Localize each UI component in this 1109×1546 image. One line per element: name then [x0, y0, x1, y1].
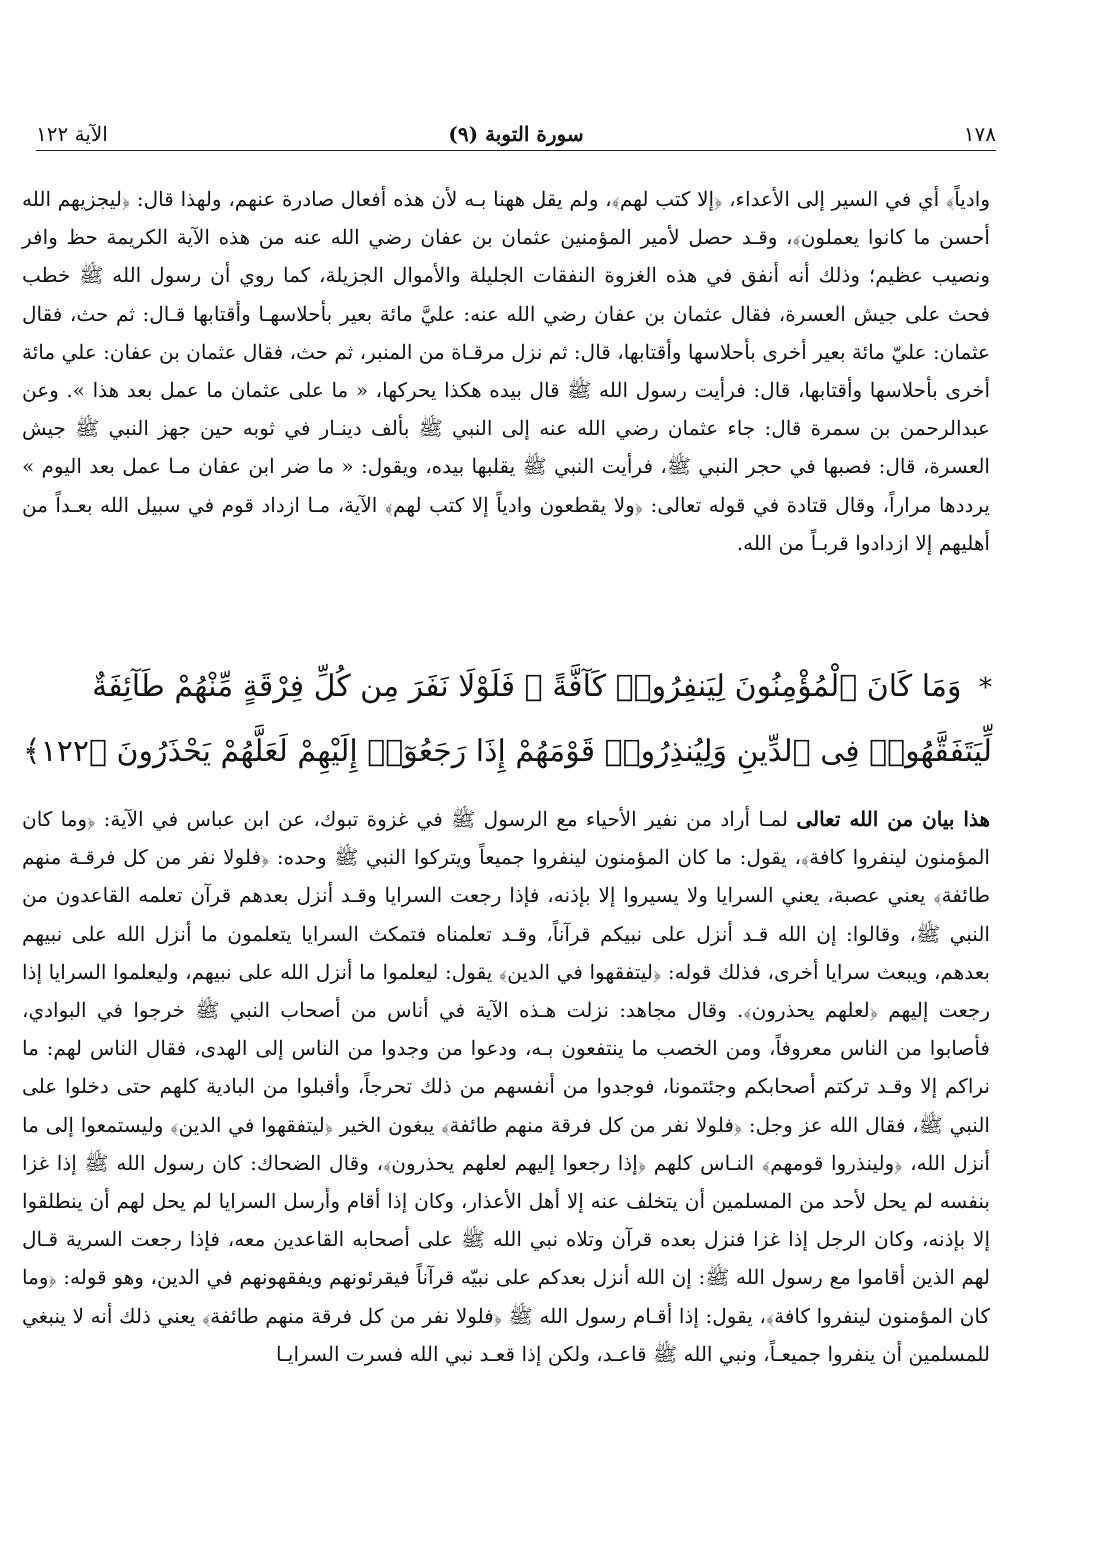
commentary-paragraph-2 — [22, 800, 990, 1373]
quran-verse-text: وَمَا كَانَ ٱلْمُؤْمِنُونَ لِيَنفِرُوا۟ كَآفَّةً ۚ فَلَوْلَا نَفَرَ مِن كُلِّ فِرْقَةٍ مِّنْهُمْ طَآئِفَةٌ لِّيَتَفَقَّهُوا۟ فِى ٱلدِّينِ وَلِيُنذِرُوا۟ قَوْمَهُمْ إِذَا رَجَعُوٓا۟ إِلَيْهِمْ لَعَلَّهُمْ يَحْذَرُونَ ﴿١٢٢﴾ — [23, 669, 992, 769]
page-number: ١٧٨ — [963, 122, 996, 146]
commentary-paragraph-1: وادياً﴾ أي في السير إلى الأعداء، ﴿إلا كتب لهم﴾، ولم يقل ههنا بـه لأن هذه أفعال صادرة عنهم، ولهذا قال: ﴿ليجزيهم الله أحسن ما كانوا يعملون﴾، وقـد حصل لأمير المؤمنين عثمان بن عفان رضي الله عنه من هذه الآية الكريمة حظ وافر ونصيب عظيم؛ وذلك أنه أنفق في هذه الغزوة النفقات الجليلة والأموال الجزيلة، كما روي أن رسول الله ﷺ خطب فحث على جيش العسرة، فقال عثمان بن عفان رضي الله عنه: عليَّ مائة بعير بأحلاسهـا وأقتابها قـال: ثم حث، فقال عثمان: عليّ مائة بعير أخرى بأحلاسها وأقتابها، قال: ثم نزل مرقـاة من المنبر، ثم حث، فقال عثمان بن عفان: علي مائة أخرى بأحلاسها وأقتابها، قال: فرأيت رسول الله ﷺ قال بيده هكذا يحركها، « ما على عثمان ما عمل بعد هذا ». وعن عبدالرحمن بن سمرة قال: جاء عثمان رضي الله عنه إلى النبي ﷺ بألف دينـار في ثوبه حين جهز النبي ﷺ جيش العسرة، قال: فصبها في حجر النبي ﷺ، فرأيت النبي ﷺ يقلبها بيده، ويقول: « ما ضر ابن عفان مـا عمل بعد اليوم » يرددها مراراً، وقال قتادة في قوله تعالى: ﴿ولا يقطعون وادياً إلا كتب لهم﴾ الآية، مـا ازداد قوم في سبيل الله بعـداً من أهليهم إلا ازدادوا قربـاً من الله. — [22, 187, 990, 555]
verse-marker: * — [979, 673, 992, 703]
quran-verse — [0, 655, 992, 784]
header-divider — [36, 150, 996, 151]
verse-reference: الآية ١٢٢ — [36, 122, 108, 146]
paragraph-body: لمـا أراد من نفير الأحياء مع الرسول ﷺ في غزوة تبوك، عن ابن عباس في الآية: ﴿وما كان المؤمنون لينفروا كافة﴾، يقول: ما كان المؤمنون لينفروا جميعاً ويتركوا النبي ﷺ وحده: ﴿فلولا نفر من كل فرقـة منهم طائفة﴾ يعني عصبة، يعني السرايا ولا يسيروا إلا بإذنه، فإذا رجعت السرايا وقـد أنزل بعدهم قرآن تعلمه القاعدون من النبي ﷺ، وقالوا: إن الله قـد أنزل على نبيكم قرآناً، وقـد تعلمناه فتمكث السرايا يتعلمون ما أنزل الله على نبيهم بعدهم، ويبعث سرايا أخرى، فذلك قوله: ﴿ليتفقهوا في الدين﴾ يقول: ليعلموا ما أنزل الله على نبيهم، وليعلموا السرايا إذا رجعت إليهم ﴿لعلهم يحذرون﴾. وقال مجاهد: نزلت هـذه الآية في أناس من أصحاب النبي ﷺ خرجوا في البوادي، فأصابوا من الناس معروفاً، ومن الخصب ما ينتفعون بـه، ودعوا من وجدوا من الناس إلى الهدى، فقال الناس لهم: ما نراكم إلا وقـد تركتم أصحابكم وجئتمونا، فوجدوا من أنفسهم من ذلك تحرجاً، وأقبلوا من البادية كلهم حتى دخلوا على النبي ﷺ، فقال الله عز وجل: ﴿فلولا نفر من كل فرقة منهم طائفة﴾ يبغون الخير ﴿ليتفقهوا في الدين﴾ وليستمعوا إلى ما أنزل الله، ﴿ولينذروا قومهم﴾ النـاس كلهم ﴿إذا رجعوا إليهم لعلهم يحذرون﴾، وقال الضحاك: كان رسول الله ﷺ إذا غزا بنفسه لم يحل لأحد من المسلمين أن يتخلف عنه إلا أهل الأعذار، وكان إذا أقام وأرسل السرايا لم يحل لهم أن ينطلقوا إلا بإذنه، وكان الرجل إذا غزا فنزل بعده قرآن وتلاه نبي الله ﷺ على أصحابه القاعدين معه، فإذا رجعت السرية قـال لهم الذين أقاموا مع رسول الله ﷺ: إن الله أنزل بعدكم على نبيّه قرآناً فيقرئونهم ويفقهونهم في الدين، وهو قوله: ﴿وما كان المؤمنون لينفروا كافة﴾، يقول: إذا أقـام رسول الله ﷺ ﴿فلولا نفر من كل فرقة منهم طائفة﴾ يعني ذلك أنه لا ينبغي للمسلمين أن ينفروا جميعـاً، ونبي الله ﷺ قاعـد، ولكن إذا قعـد نبي الله فسرت السرايـا — [22, 807, 990, 1366]
paragraph-lead: هذا بيان من الله تعالى — [796, 807, 991, 831]
page-header — [36, 118, 996, 154]
surah-title: (٩) سورة التوبة — [448, 122, 584, 146]
